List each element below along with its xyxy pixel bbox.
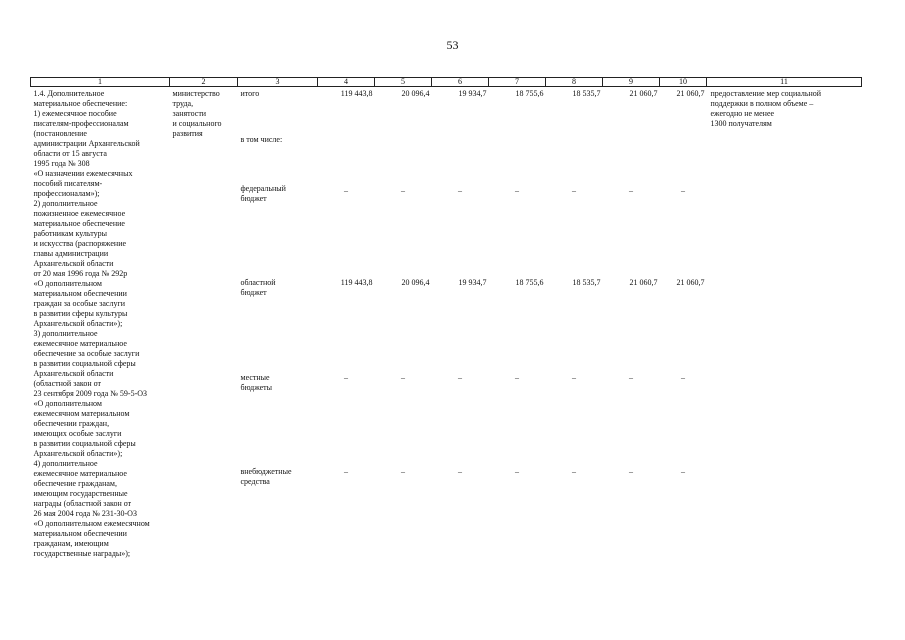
value-cell: – — [681, 466, 685, 476]
value-cell: – — [344, 466, 348, 476]
source-label: в том числе: — [240, 134, 283, 144]
column-header: 10 — [660, 78, 707, 87]
value-cell — [660, 129, 707, 183]
value-cell: – — [629, 372, 633, 382]
value-cell: – — [572, 372, 576, 382]
value-cell: 18 755,6 — [515, 278, 544, 288]
value-cell: – — [572, 466, 576, 476]
value-cell: 21 060,7 — [629, 278, 658, 288]
page-number: 53 — [446, 38, 459, 52]
value-cell: – — [401, 466, 405, 476]
value-cell: – — [629, 186, 633, 196]
value-cell: – — [458, 372, 462, 382]
program-table — [30, 77, 862, 559]
value-cell: – — [681, 372, 685, 382]
value-cell: – — [344, 372, 348, 382]
source-label: областной бюджет — [240, 278, 276, 298]
value-cell — [432, 129, 489, 183]
value-cell: – — [515, 372, 519, 382]
table-row — [31, 87, 862, 129]
column-header: 2 — [170, 78, 238, 87]
value-cell — [489, 129, 546, 183]
value-cell — [603, 129, 660, 183]
value-cell: 119 443,8 — [340, 278, 373, 288]
value-cell: – — [401, 372, 405, 382]
column-header: 9 — [603, 78, 660, 87]
source-label: внебюджетные средства — [240, 466, 292, 486]
value-cell: – — [629, 466, 633, 476]
value-cell: 21 060,7 — [676, 278, 705, 288]
value-cell: 21 060,7 — [676, 89, 705, 98]
value-cell: – — [344, 186, 348, 196]
value-cell — [318, 129, 375, 183]
column-header: 4 — [318, 78, 375, 87]
column-header: 6 — [432, 78, 489, 87]
column-header: 3 — [238, 78, 318, 87]
source-label: итого — [240, 89, 260, 98]
value-cell: 18 755,6 — [515, 89, 544, 98]
value-cell: – — [572, 186, 576, 196]
value-cell: 18 535,7 — [572, 89, 601, 98]
value-cell: 19 934,7 — [458, 89, 487, 98]
value-cell: 20 096,4 — [401, 89, 430, 98]
value-cell: 18 535,7 — [572, 278, 601, 288]
value-cell: – — [515, 186, 519, 196]
column-number-row — [31, 78, 862, 87]
source-label: федеральный бюджет — [240, 184, 286, 204]
value-cell — [375, 129, 432, 183]
value-cell: 119 443,8 — [340, 89, 373, 98]
value-cell: 21 060,7 — [629, 89, 658, 98]
column-header: 8 — [546, 78, 603, 87]
column-header: 7 — [489, 78, 546, 87]
column-header: 5 — [375, 78, 432, 87]
value-cell: – — [458, 466, 462, 476]
measure-executor: министерство труда, занятости и социального развития — [172, 89, 222, 138]
column-header: 1 — [31, 78, 170, 87]
source-label: местные бюджеты — [240, 372, 273, 392]
value-cell: 20 096,4 — [401, 278, 430, 288]
value-cell: – — [458, 186, 462, 196]
value-cell: 19 934,7 — [458, 278, 487, 288]
measure-description: 1.4. Дополнительное материальное обеспечение: 1) ежемесячное пособие писателям-профессионалам (постановление администрации Архангельской области от 15 августа 1995 года № 308 «О назначении ежемесячных пособий писателям- профессионалам»); 2) дополнительное пожизненное ежемесячное материальное обеспечение работникам культуры и искусства (распоряжение главы администрации Архангельской области от 20 мая 1996 года № 292р «О дополнительном материальном обеспечении граждан за особые заслуги в развитии сферы культуры Архангельской области»); 3) дополнительное ежемесячное материальное обеспечение за особые заслуги в развитии социальной сферы Архангельской области (областной закон от 23 сентября 2009 года № 59-5-ОЗ «О дополнительном ежемесячном материальном обеспечении граждан, имеющих особые заслуги в развитии социальной сферы Архангельской области»); 4) дополнительное ежемесячное материальное обеспечение гражданам, имеющим государственные награды (областной закон от 26 мая 2004 года № 231-30-ОЗ «О дополнительном ежемесячном материальном обеспечении гражданам, имеющим государственные награды»); — [33, 89, 150, 558]
value-cell: – — [681, 186, 685, 196]
column-header: 11 — [707, 78, 862, 87]
value-cell: – — [401, 186, 405, 196]
value-cell — [546, 129, 603, 183]
value-cell: – — [515, 466, 519, 476]
expected-result: предоставление мер социальной поддержки в полном объеме – ежегодно не менее 1300 получателям — [710, 89, 822, 128]
